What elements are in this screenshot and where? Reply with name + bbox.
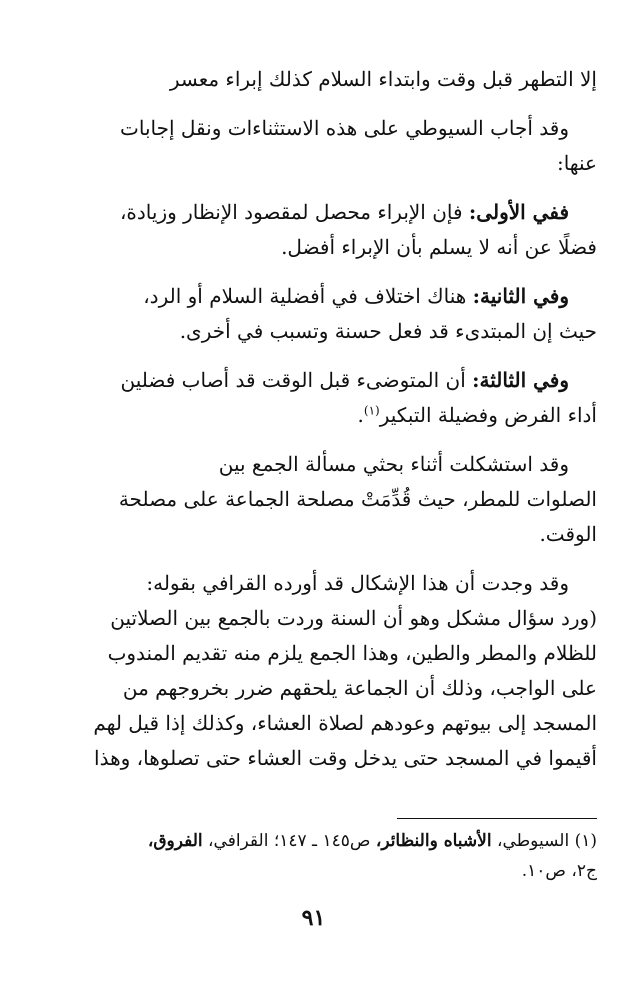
- paragraph-first-answer: [30, 195, 597, 265]
- paragraph-verse: [30, 62, 597, 97]
- footnote-line: ج٢، ص١٠.: [521, 861, 597, 881]
- footnote-reference: (١): [363, 403, 380, 418]
- text-line: الصلوات للمطر، حيث قُدِّمَتْ مصلحة الجماعة على مصلحة: [118, 487, 597, 511]
- footnote-number: (١): [574, 831, 597, 851]
- text-line: وقد استشكلت أثناء بحثي مسألة الجمع بين: [218, 452, 569, 476]
- text-line: على الواجب، وذلك أن الجماعة يلحقهم ضرر بخروجهم من: [122, 676, 597, 700]
- footnote-divider: [397, 818, 597, 819]
- footnote: [30, 826, 597, 886]
- text-line: وقد وجدت أن هذا الإشكال قد أورده القرافي بقوله:: [146, 571, 569, 595]
- paragraph-third-answer: [30, 363, 597, 433]
- footnote-title: الأشباه والنظائر،: [375, 831, 492, 851]
- paragraph-rain-combining: [30, 447, 597, 552]
- text-line: [30, 363, 597, 398]
- paragraph-qarafi-quote: [30, 566, 597, 776]
- text-line: حيث إن المبتدىء قد فعل حسنة وتسبب في أخرى.: [179, 319, 597, 343]
- footnote-title: الفروق،: [147, 831, 203, 851]
- text-line: إلا التطهر قبل وقت وابتداء السلام كذلك إبراء معسر: [169, 67, 597, 91]
- footnote-author: القرافي،: [208, 831, 269, 851]
- text-line: الوقت.: [539, 522, 597, 546]
- text-segment: .: [357, 403, 364, 427]
- page-body: [30, 62, 597, 790]
- text-segment: أداء الفرض وفضيلة التبكير: [379, 403, 597, 427]
- text-line: وقد أجاب السيوطي على هذه الاستثناءات ونقل إجابات: [120, 116, 569, 140]
- footnote-line: [30, 826, 597, 856]
- footnote-pages: ص١٤٥ ـ ١٤٧؛: [273, 831, 371, 851]
- label-third: وفي الثالثة:: [472, 368, 569, 392]
- paragraph-suyuti-answer: [30, 111, 597, 181]
- label-second: وفي الثانية:: [472, 284, 569, 308]
- text-segment: فإن الإبراء محصل لمقصود الإنظار وزيادة،: [119, 200, 469, 224]
- text-line: أقيموا في المسجد حتى يدخل وقت العشاء حتى تصلوها، وهذا: [94, 746, 597, 770]
- text-segment: أن المتوضىء قبل الوقت قد أصاب فضلين: [120, 368, 473, 392]
- label-first: ففي الأولى:: [468, 200, 569, 224]
- text-line: (ورد سؤال مشكل وهو أن السنة وردت بالجمع بين الصلاتين: [110, 606, 597, 630]
- text-segment: هناك اختلاف في أفضلية السلام أو الرد،: [143, 284, 473, 308]
- text-line: للظلام والمطر والطين، وهذا الجمع يلزم منه تقديم المندوب: [107, 641, 597, 665]
- text-line: [30, 195, 597, 230]
- text-line: [30, 398, 597, 433]
- text-line: المسجد إلى بيوتهم وعودهم لصلاة العشاء، وكذلك إذا قيل لهم: [93, 711, 597, 735]
- text-line: [30, 279, 597, 314]
- paragraph-second-answer: [30, 279, 597, 349]
- text-line: فضلًا عن أنه لا يسلم بأن الإبراء أفضل.: [281, 235, 597, 259]
- footnote-author: السيوطي،: [497, 831, 570, 851]
- page-number: ٩١: [301, 905, 326, 931]
- text-line: عنها:: [556, 151, 597, 175]
